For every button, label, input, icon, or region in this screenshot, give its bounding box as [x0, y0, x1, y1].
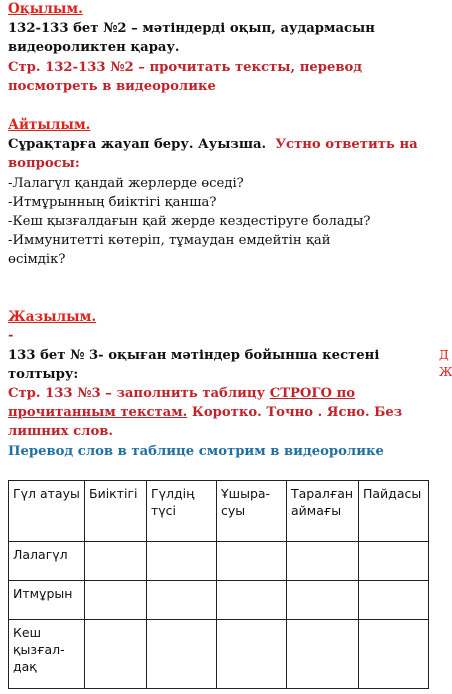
flower-table — [8, 480, 429, 689]
header-cell: Гүл атауы — [9, 481, 85, 542]
speaking-task-ru: Устно ответить на — [275, 137, 418, 152]
writing-dash: - — [8, 328, 14, 343]
writing-task-ru-line3: лишних слов. — [8, 424, 114, 439]
header-cell: Гүлдің түсі — [147, 481, 217, 542]
table-cell[interactable] — [359, 620, 429, 689]
clipped-char-top: Д — [439, 348, 449, 362]
speaking-heading: Айтылым. — [8, 117, 91, 133]
question-item: -Кеш қызғалдағын қай жерде кездестіруге болады? — [8, 214, 371, 229]
writing-task-ru-line2 — [8, 403, 402, 422]
writing-task-ru-short: Коротко. Точно . Ясно. Без — [187, 405, 403, 420]
header-cell: Ұшыра-суы — [217, 481, 287, 542]
reading-heading: Оқылым. — [8, 1, 83, 17]
table-row — [9, 581, 429, 620]
header-cell: Биіктігі — [85, 481, 147, 542]
header-cell: Таралған аймағы — [287, 481, 359, 542]
header-cell: Пайдасы — [359, 481, 429, 542]
table-cell[interactable] — [287, 542, 359, 581]
table-cell[interactable] — [85, 581, 147, 620]
table-cell[interactable]: Кеш қызғал-дақ — [9, 620, 85, 689]
table-cell[interactable] — [217, 620, 287, 689]
reading-task-ru-line1: Стр. 132-133 №2 – прочитать тексты, перевод — [8, 60, 363, 75]
table-cell[interactable]: Итмұрын — [9, 581, 85, 620]
reading-task-kz-line1: 132-133 бет №2 – мәтіндерді оқып, аудармасын — [8, 21, 375, 36]
writing-task-ru-texts: прочитанным текстам. — [8, 405, 188, 420]
writing-task-ru-line1 — [8, 384, 355, 403]
table-cell[interactable] — [85, 542, 147, 581]
table-cell[interactable] — [359, 542, 429, 581]
table-cell[interactable]: Лалагүл — [9, 542, 85, 581]
question-item: өсімдік? — [8, 252, 66, 267]
table-cell[interactable] — [287, 581, 359, 620]
writing-task-ru-part1: Стр. 133 №3 – заполнить таблицу — [8, 386, 270, 401]
table-cell[interactable] — [217, 542, 287, 581]
speaking-task-ru-line2: вопросы: — [8, 156, 80, 171]
reading-task-kz-line2: видеороликтен қарау. — [8, 40, 180, 55]
table-cell[interactable] — [217, 581, 287, 620]
clipped-char-bottom: Ж — [439, 365, 452, 379]
writing-task-ru-strict: СТРОГО по — [269, 386, 356, 401]
question-item: -Иммунитетті көтеріп, тұмаудан емдейтін қай — [8, 233, 331, 248]
writing-heading: Жазылым. — [8, 309, 97, 325]
table-cell[interactable] — [147, 581, 217, 620]
table-cell[interactable] — [359, 581, 429, 620]
translation-note: Перевод слов в таблице смотрим в видеоролике — [8, 444, 384, 459]
question-item: -Итмұрынның биіктігі қанша? — [8, 195, 217, 210]
table-cell[interactable] — [85, 620, 147, 689]
table-header-row — [9, 481, 429, 542]
writing-task-kz-line2: толтыру: — [8, 367, 79, 382]
question-item: -Лалагүл қандай жерлерде өседі? — [8, 176, 244, 191]
speaking-task-kz: Сұрақтарға жауап беру. Ауызша. — [8, 137, 267, 152]
table-cell[interactable] — [147, 620, 217, 689]
table-row — [9, 542, 429, 581]
reading-task-ru-line2: посмотреть в видеоролике — [8, 79, 216, 94]
speaking-task-line1 — [8, 135, 418, 154]
table-cell[interactable] — [287, 620, 359, 689]
table-cell[interactable] — [147, 542, 217, 581]
table-row — [9, 620, 429, 689]
writing-task-kz-line1: 133 бет № 3- оқыған мәтіндер бойынша кестені — [8, 348, 380, 363]
